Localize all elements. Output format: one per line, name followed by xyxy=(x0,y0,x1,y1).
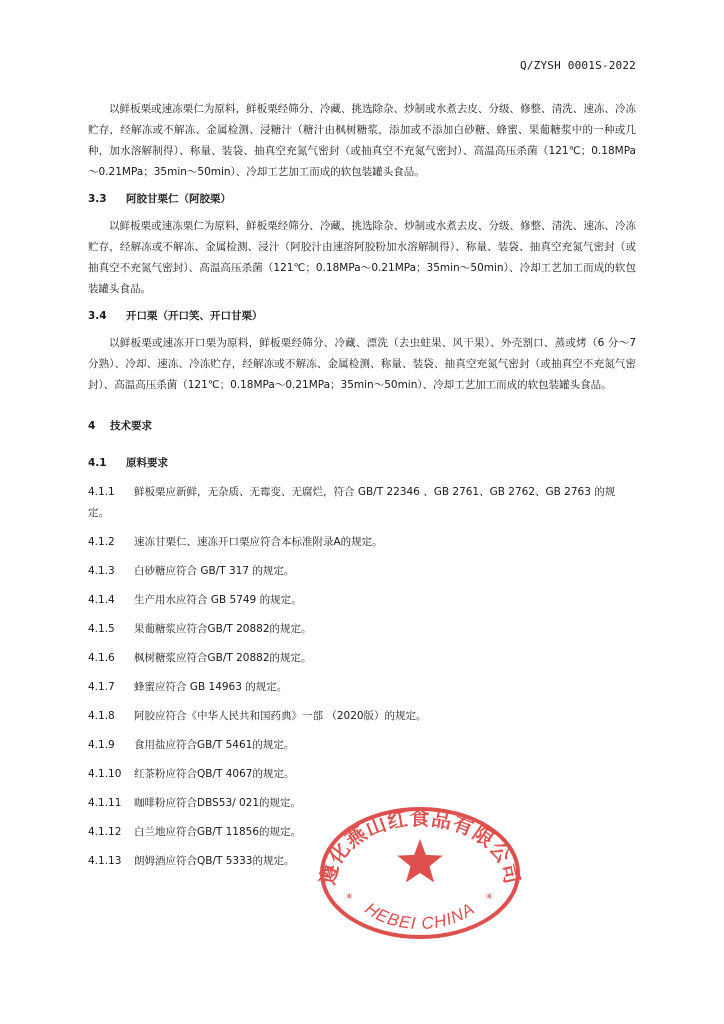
chapter-heading-4 xyxy=(88,416,636,437)
list-item xyxy=(88,532,636,553)
item-number: 4.1.7 xyxy=(88,681,115,693)
subchapter-number: 4.1 xyxy=(88,457,107,469)
item-text: 红茶粉应符合QB/T 4067的规定。 xyxy=(134,768,295,780)
item-number: 4.1.5 xyxy=(88,623,115,635)
company-seal xyxy=(313,793,527,941)
item-number: 4.1.1 xyxy=(88,486,115,498)
list-item xyxy=(88,764,636,785)
section-title: 阿胶甘栗仁（阿胶栗） xyxy=(126,193,231,205)
intro-paragraph: 以鲜板栗或速冻栗仁为原料，鲜板栗经筛分、冷藏、挑选除杂、炒制或水煮去皮、分级、修整、清洗、速冻、冷冻贮存，经解冻或不解冻、金属检测、浸糖汁（糖汁由枫树糖浆，添加或不添加白砂糖、蜂蜜、果葡糖浆中的一种或几种，加水溶解制得）、称量、装袋、抽真空充氮气密封（或抽真空不充氮气密封）、高温高压杀菌（121℃；0.18MPa～0.21MPa；35min～50min）、冷却工艺加工而成的软包装罐头食品。 xyxy=(88,103,636,178)
list-item xyxy=(88,735,636,756)
item-text: 阿胶应符合《中华人民共和国药典》一部 （2020版）的规定。 xyxy=(134,710,427,722)
item-number: 4.1.11 xyxy=(88,797,122,809)
seal-company-text: 遵化燕山红食品有限公司 xyxy=(315,806,525,887)
item-text: 白砂糖应符合 GB/T 317 的规定。 xyxy=(134,565,295,577)
item-text: 生产用水应符合 GB 5749 的规定。 xyxy=(134,594,302,606)
item-number: 4.1.6 xyxy=(88,652,115,664)
list-item xyxy=(88,590,636,611)
section-paragraph-3-3: 以鲜板栗或速冻栗仁为原料，鲜板栗经筛分、冷藏、挑选除杂、炒制或水煮去皮、分级、修整、清洗、速冻、冷冻贮存，经解冻或不解冻、金属检测、浸汁（阿胶汁由速溶阿胶粉加水溶解制得）、称量、装袋、抽真空充氮气密封（或抽真空不充氮气密封）、高温高压杀菌（121℃；0.18MPa～0.21MPa；35min～50min）、冷却工艺加工而成的软包装罐头食品。 xyxy=(88,220,636,295)
document-id: Q/ZYSH 0001S-2022 xyxy=(520,59,636,72)
section-paragraph-3-4: 以鲜板栗或速冻开口栗为原料，鲜板栗经筛分、冷藏、漂洗（去虫蛀果、风干果）、外壳割口、蒸或烤（6 分～7 分熟）、冷却、速冻、冷冻贮存，经解冻或不解冻、金属检测、称量、装袋、抽真空充氮气密封（或抽真空不充氮气密封）、高温高压杀菌（121℃；0.18MPa～0.21MPa；35min～50min）、冷却工艺加工而成的软包装罐头食品。 xyxy=(88,337,636,391)
item-number: 4.1.12 xyxy=(88,826,122,838)
section-title: 开口栗（开口笑、开口甘栗） xyxy=(126,310,263,322)
list-item xyxy=(88,482,636,524)
item-text: 白兰地应符合GB/T 11856的规定。 xyxy=(134,826,302,838)
section-number: 3.3 xyxy=(88,193,107,205)
item-text: 食用盐应符合GB/T 5461的规定。 xyxy=(134,739,295,751)
item-number: 4.1.9 xyxy=(88,739,115,751)
seal-asterisk-left: * xyxy=(346,892,353,907)
subchapter-heading-4-1 xyxy=(88,453,636,474)
subchapter-title: 原料要求 xyxy=(126,457,168,469)
list-item xyxy=(88,706,636,727)
seal-english-text: HEBEI CHINA xyxy=(361,898,479,934)
item-number: 4.1.3 xyxy=(88,565,115,577)
item-text: 枫树糖浆应符合GB/T 20882的规定。 xyxy=(134,652,312,664)
list-item xyxy=(88,619,636,640)
list-item xyxy=(88,561,636,582)
item-number: 4.1.10 xyxy=(88,768,122,780)
star-icon xyxy=(397,839,443,882)
item-number: 4.1.4 xyxy=(88,594,115,606)
section-heading-3-4 xyxy=(88,306,636,327)
item-number: 4.1.8 xyxy=(88,710,115,722)
item-text: 鲜板栗应新鲜，无杂质、无霉变、无腐烂，符合 GB/T 22346 、GB 2761、GB 2762、GB 2763 的规定。 xyxy=(88,486,616,519)
list-item xyxy=(88,648,636,669)
item-text: 咖啡粉应符合DBS53/ 021的规定。 xyxy=(134,797,302,809)
item-number: 4.1.2 xyxy=(88,536,115,548)
item-text: 果葡糖浆应符合GB/T 20882的规定。 xyxy=(134,623,312,635)
item-text: 速冻甘栗仁、速冻开口栗应符合本标准附录A的规定。 xyxy=(134,536,383,548)
item-number: 4.1.13 xyxy=(88,855,122,867)
seal-asterisk-right: * xyxy=(486,892,493,907)
list-item xyxy=(88,677,636,698)
section-heading-3-3 xyxy=(88,189,636,210)
item-text: 蜂蜜应符合 GB 14963 的规定。 xyxy=(134,681,288,693)
section-number: 3.4 xyxy=(88,310,107,322)
chapter-title: 技术要求 xyxy=(110,420,152,432)
chapter-number: 4 xyxy=(88,420,96,432)
document-body xyxy=(88,99,636,880)
item-text: 朗姆酒应符合QB/T 5333的规定。 xyxy=(134,855,295,867)
